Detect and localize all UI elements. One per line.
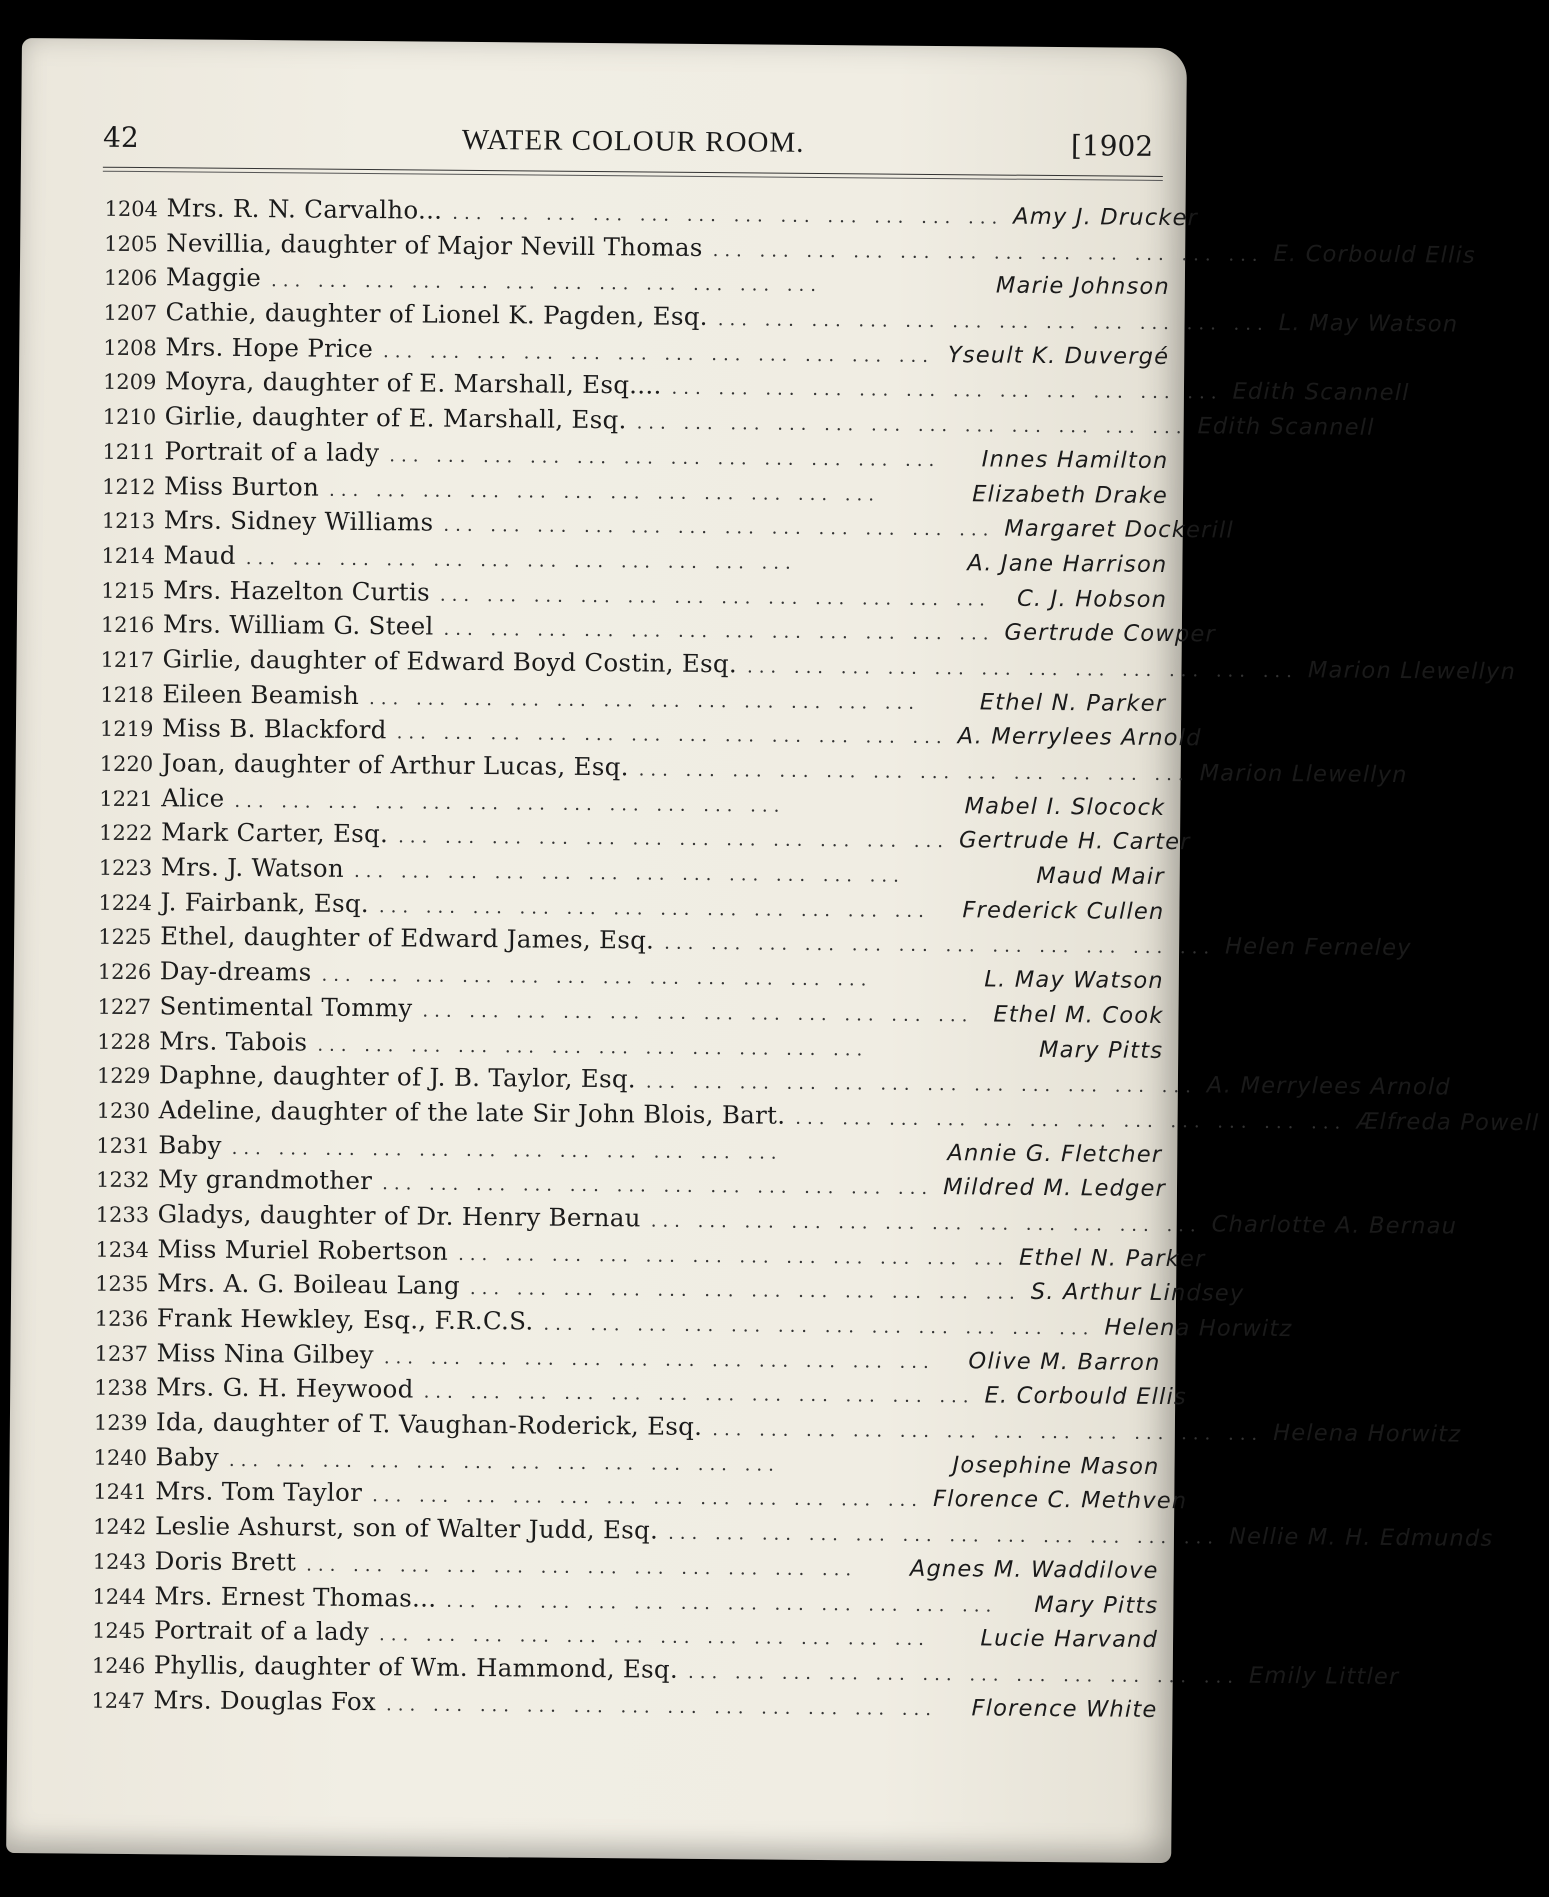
leader-dots: ... ... ... ... ... ... ... ... ... ... ... ... (795, 1107, 1347, 1134)
entry-title: Eileen Beamish (162, 678, 360, 710)
entry-title: Mrs. Douglas Fox (153, 1684, 377, 1716)
entry-title: Cathie, daughter of Lionel K. Pagden, Esq. (165, 297, 708, 332)
entry-artist: S. Arthur Lindsey (1030, 1279, 1245, 1308)
entry-title: Nevillia, daughter of Major Nevill Thomas (166, 227, 703, 262)
catalogue-page (6, 38, 1540, 1863)
entry-number: 1242 (92, 1514, 147, 1540)
leader-dots: ... ... ... ... ... ... ... ... ... ... ... ... (382, 1173, 934, 1200)
entry-artist: Ethel M. Cook (993, 1001, 1164, 1029)
year-label: [1902 (1070, 129, 1154, 163)
leader-dots: ... ... ... ... ... ... ... ... ... ... ... ... (458, 1243, 1010, 1270)
entry-number: 1244 (92, 1584, 146, 1609)
entry-artist: Helen Ferneley (1225, 933, 1412, 962)
entry-number: 1210 (102, 404, 157, 430)
entry-artist: Mildred M. Ledger (943, 1174, 1167, 1203)
entry-artist: Florence White (971, 1694, 1158, 1723)
entry-number: 1211 (102, 439, 156, 464)
entry-number: 1246 (91, 1653, 146, 1679)
entry-artist: Amy J. Drucker (1013, 203, 1199, 232)
leader-dots: ... ... ... ... ... ... ... ... ... ... ... ... (369, 687, 921, 714)
entry-number: 1206 (103, 266, 158, 291)
entry-title: Phyllis, daughter of Wm. Hammond, Esq. (153, 1650, 679, 1684)
entry-artist: Marion Llewellyn (1307, 657, 1517, 685)
entry-artist: Gertrude H. Carter (958, 827, 1191, 856)
entry-number: 1214 (101, 543, 156, 569)
entry-artist: Nellie M. H. Edmunds (1228, 1523, 1494, 1553)
entry-artist: C. J. Hobson (1016, 585, 1168, 613)
entry-artist: E. Corbould Ellis (1273, 240, 1477, 269)
entry-number: 1208 (103, 335, 157, 360)
entry-number: 1229 (96, 1063, 151, 1089)
entry-number: 1243 (92, 1549, 147, 1574)
entry-title: Mrs. Tabois (159, 1025, 308, 1057)
entry-title: Mrs. R. N. Carvalho... (166, 193, 443, 225)
entry-title: Miss Nina Gilbey (156, 1337, 375, 1369)
leader-dots: ... ... ... ... ... ... ... ... ... ... ... ... (234, 790, 786, 817)
entry-artist: Mary Pitts (1034, 1591, 1159, 1619)
entry-title: Girlie, daughter of Edward Boyd Costin, Esq. (162, 644, 738, 679)
entry-number: 1234 (95, 1237, 149, 1262)
running-title: WATER COLOUR ROOM. (461, 123, 805, 159)
entry-list (91, 191, 1540, 1726)
entry-artist: Yseult K. Duvergé (947, 341, 1170, 370)
leader-dots: ... ... ... ... ... ... ... ... ... ... ... ... (746, 656, 1299, 683)
entry-title: Portrait of a lady (164, 436, 380, 467)
entry-title: Leslie Ashurst, son of Walter Judd, Esq. (154, 1511, 659, 1545)
entry-title: Day-dreams (159, 956, 312, 987)
leader-dots: ... ... ... ... ... ... ... ... ... ... ... ... (398, 826, 950, 853)
entry-number: 1227 (97, 994, 152, 1019)
entry-title: Doris Brett (154, 1546, 297, 1577)
entry-artist: Ælfreda Powell (1356, 1108, 1540, 1137)
entry-title: Miss Muriel Robertson (157, 1233, 449, 1266)
entry-artist: Ethel N. Parker (1018, 1244, 1206, 1272)
entry-title: Portrait of a lady (153, 1615, 370, 1647)
entry-artist: Mabel I. Slocock (964, 792, 1166, 821)
leader-dots: ... ... ... ... ... ... ... ... ... ... ... ... (306, 1554, 858, 1581)
entry-title: Girlie, daughter of E. Marshall, Esq. (164, 401, 627, 435)
entry-title: Adeline, daughter of the late Sir John Blois, Bart. (158, 1095, 786, 1130)
leader-dots: ... ... ... ... ... ... ... ... ... ... ... ... (638, 759, 1190, 786)
entry-number: 1228 (97, 1029, 151, 1054)
entry-title: Ida, daughter of T. Vaughan-Roderick, Esq. (155, 1407, 703, 1442)
leader-dots: ... ... ... ... ... ... ... ... ... ... ... ... (372, 1485, 924, 1512)
entry-artist: Marion Llewellyn (1199, 760, 1408, 789)
leader-dots: ... ... ... ... ... ... ... ... ... ... ... ... (443, 514, 995, 541)
leader-dots: ... ... ... ... ... ... ... ... ... ... ... ... (664, 933, 1216, 959)
entry-number: 1233 (95, 1202, 150, 1228)
entry-number: 1218 (100, 682, 154, 707)
entry-artist: Florence C. Methven (932, 1486, 1188, 1515)
entry-number: 1221 (99, 786, 153, 811)
entry-artist: Olive M. Barron (968, 1347, 1161, 1376)
entry-artist: Helena Horwitz (1104, 1314, 1293, 1343)
entry-number: 1226 (97, 959, 152, 985)
entry-artist: Edith Scannell (1197, 413, 1375, 441)
entry-artist: Lucie Harvand (980, 1625, 1159, 1654)
leader-dots: ... ... ... ... ... ... ... ... ... ... ... ... (245, 547, 797, 574)
entry-number: 1235 (95, 1271, 149, 1297)
entry-number: 1236 (94, 1306, 149, 1332)
entry-title: Mrs. A. G. Boileau Lang (157, 1268, 461, 1301)
entry-title: Moyra, daughter of E. Marshall, Esq.... (164, 366, 662, 401)
entry-number: 1239 (93, 1410, 148, 1436)
entry-title: Mrs. J. Watson (160, 852, 345, 883)
leader-dots: ... ... ... ... ... ... ... ... ... ... ... ... (270, 270, 823, 297)
entry-title: Gladys, daughter of Dr. Henry Bernau (157, 1199, 641, 1233)
entry-title: Mrs. Hazelton Curtis (163, 574, 431, 607)
entry-number: 1215 (101, 578, 155, 603)
entry-number: 1230 (96, 1098, 151, 1124)
entry-number: 1231 (96, 1133, 150, 1158)
entry-title: Mrs. William G. Steel (162, 609, 434, 641)
entry-title: My grandmother (157, 1164, 373, 1196)
entry-number: 1220 (99, 751, 154, 777)
entry-artist: Frederick Cullen (962, 896, 1165, 925)
leader-dots: ... ... ... ... ... ... ... ... ... ... ... ... (378, 895, 930, 922)
entry-number: 1213 (101, 508, 156, 534)
leader-dots: ... ... ... ... ... ... ... ... ... ... ... ... (329, 479, 881, 506)
entry-artist: Gertrude Cowper (1004, 619, 1216, 648)
entry-title: Miss B. Blackford (161, 713, 387, 745)
leader-dots: ... ... ... ... ... ... ... ... ... ... ... ... (469, 1278, 1021, 1305)
leader-dots: ... ... ... ... ... ... ... ... ... ... ... ... (668, 1522, 1220, 1549)
leader-dots: ... ... ... ... ... ... ... ... ... ... ... ... (439, 584, 991, 611)
leader-dots: ... ... ... ... ... ... ... ... ... ... ... ... (378, 1624, 931, 1651)
entry-artist: A. Merrylees Arnold (957, 723, 1202, 752)
leader-dots: ... ... ... ... ... ... ... ... ... ... ... ... (383, 1346, 935, 1373)
leader-dots: ... ... ... ... ... ... ... ... ... ... ... ... (446, 1590, 998, 1617)
entry-artist: Charlotte A. Bernau (1211, 1211, 1458, 1240)
entry-number: 1205 (104, 231, 158, 256)
leader-dots: ... ... ... ... ... ... ... ... ... ... ... ... (636, 412, 1188, 439)
entry-artist: A. Jane Harrison (967, 550, 1168, 578)
entry-artist: Josephine Mason (952, 1451, 1160, 1480)
entry-number: 1222 (98, 821, 153, 846)
entry-title: Daphne, daughter of J. B. Taylor, Esq. (158, 1060, 637, 1094)
entry-number: 1216 (100, 612, 155, 638)
leader-dots: ... ... ... ... ... ... ... ... ... ... ... ... (443, 618, 995, 645)
entry-title: J. Fairbank, Esq. (160, 886, 370, 918)
leader-dots: ... ... ... ... ... ... ... ... ... ... ... ... (228, 1449, 780, 1476)
entry-number: 1217 (100, 647, 155, 673)
entry-title: Frank Hewkley, Esq., F.R.C.S. (156, 1303, 534, 1336)
entry-number: 1225 (98, 925, 152, 950)
entry-artist: L. May Watson (1278, 310, 1459, 338)
entry-title: Mark Carter, Esq. (160, 817, 389, 849)
entry-number: 1212 (101, 474, 156, 499)
entry-artist: Edith Scannell (1232, 379, 1410, 407)
entry-number: 1238 (94, 1376, 148, 1401)
entry-number: 1232 (95, 1167, 150, 1193)
page-number: 42 (102, 120, 139, 155)
leader-dots: ... ... ... ... ... ... ... ... ... ... ... ... (645, 1071, 1197, 1098)
entry-title: Baby (155, 1441, 220, 1472)
entry-title: Ethel, daughter of Edward James, Esq. (160, 921, 655, 955)
leader-dots: ... ... ... ... ... ... ... ... ... ... ... ... (712, 1419, 1264, 1445)
entry-number: 1241 (93, 1480, 147, 1505)
entry-title: Mrs. Tom Taylor (155, 1476, 363, 1508)
entry-title: Sentimental Tommy (159, 991, 413, 1023)
leader-dots: ... ... ... ... ... ... ... ... ... ... ... ... (452, 202, 1004, 229)
leader-dots: ... ... ... ... ... ... ... ... ... ... ... ... (231, 1137, 783, 1164)
entry-number: 1240 (93, 1445, 148, 1470)
entry-artist: Margaret Dockerill (1004, 515, 1234, 544)
entry-artist: A. Merrylees Arnold (1206, 1072, 1451, 1101)
entry-artist: Marie Johnson (995, 272, 1170, 301)
entry-number: 1207 (103, 300, 158, 326)
entry-artist: L. May Watson (984, 966, 1164, 995)
entry-title: Alice (161, 782, 225, 813)
entry-artist: Mary Pitts (1038, 1036, 1164, 1064)
leader-dots: ... ... ... ... ... ... ... ... ... ... ... ... (422, 1000, 974, 1027)
entry-title: Mrs. Sidney Williams (163, 505, 434, 537)
entry-title: Mrs. Ernest Thomas... (154, 1580, 437, 1613)
entry-number: 1223 (98, 855, 153, 881)
entry-artist: Agnes M. Waddilove (909, 1555, 1159, 1584)
entry-artist: E. Corbould Ellis (984, 1382, 1187, 1411)
leader-dots: ... ... ... ... ... ... ... ... ... ... ... ... (396, 722, 948, 749)
leader-dots: ... ... ... ... ... ... ... ... ... ... ... ... (423, 1381, 975, 1408)
entry-artist: Helena Horwitz (1273, 1420, 1462, 1448)
leader-dots: ... ... ... ... ... ... ... ... ... ... ... ... (389, 445, 941, 471)
entry-title: Mrs. G. H. Heywood (156, 1372, 414, 1404)
leader-dots: ... ... ... ... ... ... ... ... ... ... ... ... (543, 1313, 1095, 1340)
entry-artist: Ethel N. Parker (979, 689, 1167, 717)
entry-artist: Annie G. Fletcher (947, 1139, 1163, 1168)
entry-title: Miss Burton (163, 470, 320, 502)
leader-dots: ... ... ... ... ... ... ... ... ... ... ... ... (712, 239, 1264, 266)
entry-title: Maggie (165, 262, 262, 293)
entry-number: 1247 (91, 1688, 146, 1713)
leader-dots: ... ... ... ... ... ... ... ... ... ... ... ... (717, 309, 1269, 335)
leader-dots: ... ... ... ... ... ... ... ... ... ... ... ... (386, 1693, 938, 1720)
leader-dots: ... ... ... ... ... ... ... ... ... ... ... ... (353, 860, 905, 887)
entry-title: Baby (158, 1129, 222, 1160)
leader-dots: ... ... ... ... ... ... ... ... ... ... ... ... (671, 378, 1223, 404)
entry-artist: Maud Mair (1036, 862, 1165, 891)
leader-dots: ... ... ... ... ... ... ... ... ... ... ... ... (687, 1661, 1240, 1688)
entry-number: 1237 (94, 1341, 149, 1366)
entry-number: 1219 (99, 717, 154, 742)
leader-dots: ... ... ... ... ... ... ... ... ... ... ... ... (382, 340, 935, 367)
entry-artist: Emily Littler (1248, 1662, 1400, 1690)
entry-number: 1204 (104, 196, 159, 222)
entry-number: 1209 (102, 370, 157, 395)
entry-title: Joan, daughter of Arthur Lucas, Esq. (161, 748, 629, 782)
entry-title: Mrs. Hope Price (165, 332, 374, 363)
leader-dots: ... ... ... ... ... ... ... ... ... ... ... ... (321, 964, 873, 991)
entry-number: 1245 (91, 1618, 146, 1644)
leader-dots: ... ... ... ... ... ... ... ... ... ... ... ... (650, 1210, 1202, 1237)
leader-dots: ... ... ... ... ... ... ... ... ... ... ... ... (317, 1034, 869, 1060)
entry-artist: Elizabeth Drake (972, 480, 1169, 509)
entry-number: 1224 (98, 890, 153, 915)
entry-title: Maud (163, 540, 236, 570)
entry-artist: Innes Hamilton (981, 446, 1169, 474)
